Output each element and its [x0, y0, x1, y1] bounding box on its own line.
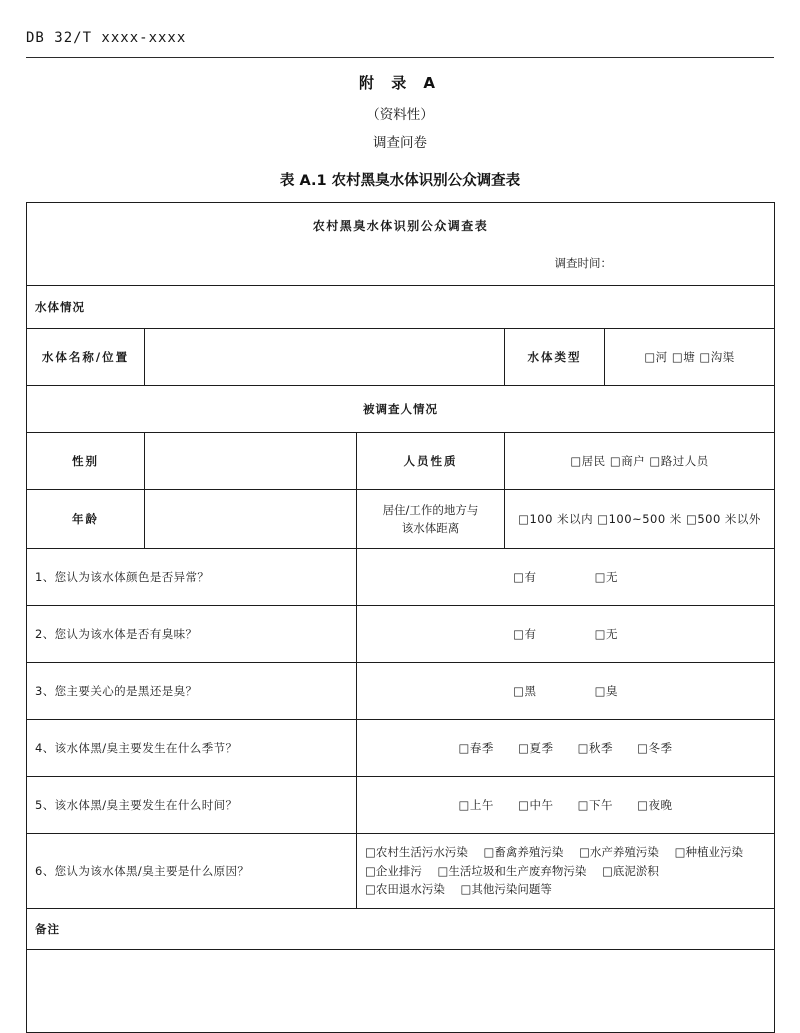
survey-form: [26, 202, 774, 1033]
water-name-input[interactable]: [145, 329, 505, 386]
table-row: [27, 663, 775, 720]
gender-input[interactable]: [145, 433, 357, 490]
water-name-label: 水体名称/位置: [27, 329, 145, 386]
question-4-option-3[interactable]: □冬季: [637, 740, 673, 755]
question-4-options[interactable]: [357, 720, 775, 777]
question-1-option-0[interactable]: □有: [513, 569, 537, 584]
water-type-label: 水体类型: [505, 329, 605, 386]
question-5-option-2[interactable]: □下午: [577, 797, 613, 812]
note-input[interactable]: [27, 950, 775, 1033]
question-4-option-1[interactable]: □夏季: [518, 740, 554, 755]
gender-label: 性别: [27, 433, 145, 490]
table-caption: 表 A.1 农村黑臭水体识别公众调查表: [279, 173, 521, 189]
survey-table: [26, 202, 775, 1033]
distance-options[interactable]: □100 米以内 □100~500 米 □500 米以外: [505, 490, 775, 549]
table-row: [27, 909, 775, 950]
age-label: 年龄: [27, 490, 145, 549]
question-6-options[interactable]: [357, 834, 775, 909]
question-2-option-0[interactable]: □有: [513, 626, 537, 641]
table-row: [27, 286, 775, 329]
appendix-doc-type: 调查问卷: [373, 135, 427, 151]
question-3-option-0[interactable]: □黑: [513, 683, 537, 698]
question-6-option-7[interactable]: □农田退水污染: [365, 882, 445, 897]
question-6-option-5[interactable]: □生活垃圾和生产废弃物污染: [437, 863, 587, 878]
question-1-text: 1、您认为该水体颜色是否异常？: [27, 549, 357, 606]
table-row: [27, 950, 775, 1033]
question-3-text: 3、您主要关心的是黑还是臭？: [27, 663, 357, 720]
identity-label: 人员性质: [357, 433, 505, 490]
question-2-options[interactable]: [357, 606, 775, 663]
distance-label: [357, 490, 505, 549]
question-6-option-2[interactable]: □水产养殖污染: [579, 845, 659, 860]
standard-code: DB 32/T xxxx-xxxx: [26, 30, 187, 46]
question-4-option-2[interactable]: □秋季: [577, 740, 613, 755]
section-respondent-header: 被调查人情况: [27, 386, 775, 433]
question-6-option-3[interactable]: □种植业污染: [674, 845, 743, 860]
identity-options[interactable]: □居民 □商户 □路过人员: [505, 433, 775, 490]
question-3-options[interactable]: [357, 663, 775, 720]
question-3-option-1[interactable]: □臭: [594, 683, 618, 698]
question-1-options[interactable]: [357, 549, 775, 606]
question-5-option-1[interactable]: □中午: [518, 797, 554, 812]
form-banner-title: 农村黑臭水体识别公众调查表: [312, 219, 489, 234]
table-row: [27, 720, 775, 777]
header-divider: [26, 57, 774, 58]
question-4-option-0[interactable]: □春季: [458, 740, 494, 755]
table-row: [27, 606, 775, 663]
table-row: [27, 490, 775, 549]
question-2-text: 2、您认为该水体是否有臭味？: [27, 606, 357, 663]
question-6-option-8[interactable]: □其他污染问题等: [460, 882, 552, 897]
water-type-options[interactable]: □河 □塘 □沟渠: [605, 329, 775, 386]
table-row: [27, 203, 775, 286]
question-5-option-0[interactable]: □上午: [458, 797, 494, 812]
age-input[interactable]: [145, 490, 357, 549]
table-row: [27, 777, 775, 834]
appendix-informative: （资料性）: [366, 107, 434, 123]
question-1-option-1[interactable]: □无: [594, 569, 618, 584]
appendix-title: 附 录 A: [358, 74, 442, 92]
table-row: [27, 834, 775, 909]
question-6-option-1[interactable]: □畜禽养殖污染: [483, 845, 564, 860]
survey-time-label: 调查时间：: [554, 256, 613, 271]
table-row: [27, 433, 775, 490]
question-5-text: 5、该水体黑/臭主要发生在什么时间？: [27, 777, 357, 834]
title-block: [0, 72, 800, 190]
table-row: [27, 386, 775, 433]
form-banner-cell: [27, 203, 775, 286]
distance-label-line1: 居住/工作的地方与: [382, 502, 479, 517]
question-5-options[interactable]: [357, 777, 775, 834]
question-6-text: 6、您认为该水体黑/臭主要是什么原因？: [27, 834, 357, 909]
question-5-option-3[interactable]: □夜晚: [637, 797, 673, 812]
question-4-text: 4、该水体黑/臭主要发生在什么季节？: [27, 720, 357, 777]
question-6-option-6[interactable]: □底泥淤积: [602, 863, 659, 878]
question-6-option-4[interactable]: □企业排污: [365, 863, 422, 878]
question-2-option-1[interactable]: □无: [594, 626, 618, 641]
distance-label-line2: 该水体距离: [401, 521, 460, 535]
table-row: [27, 329, 775, 386]
section-water-header: 水体情况: [27, 286, 775, 329]
question-6-option-0[interactable]: □农村生活污水污染: [365, 845, 468, 860]
note-label: 备注: [27, 909, 775, 950]
table-row: [27, 549, 775, 606]
